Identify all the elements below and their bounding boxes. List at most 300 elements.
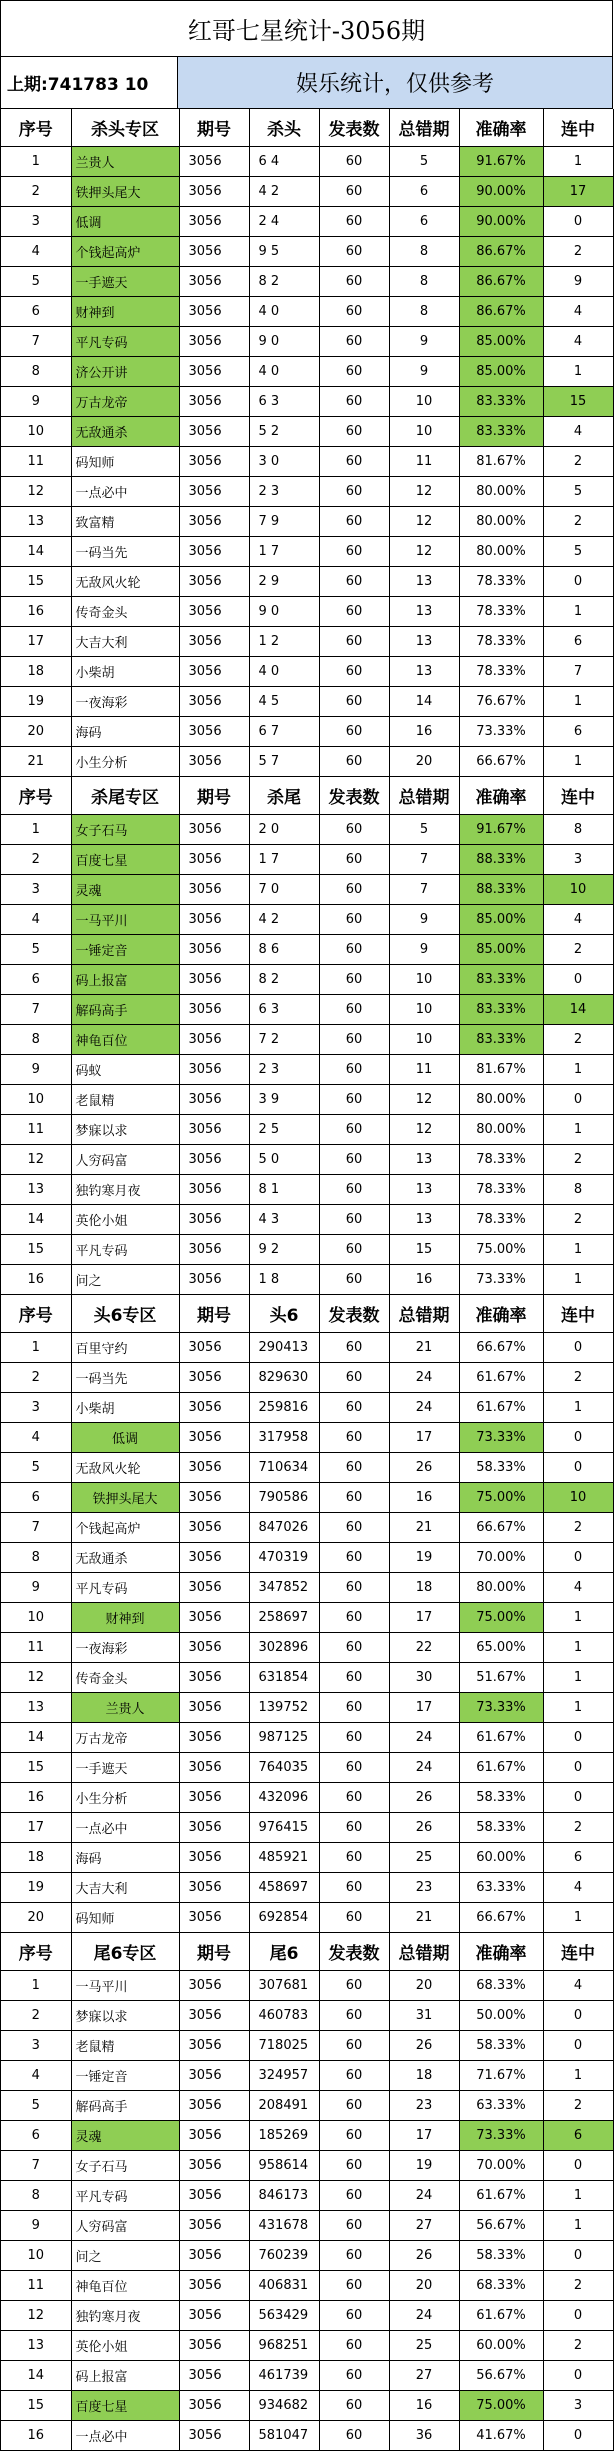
row-accuracy: 56.67% <box>459 2211 543 2241</box>
row-value: 9 0 <box>249 597 319 627</box>
row-accuracy: 63.33% <box>459 2091 543 2121</box>
row-posted: 60 <box>319 2241 389 2271</box>
header-streak: 连中 <box>543 109 613 147</box>
row-misses: 31 <box>389 2001 459 2031</box>
row-posted: 60 <box>319 537 389 567</box>
row-streak: 0 <box>543 1753 613 1783</box>
row-issue: 3056 <box>179 1363 249 1393</box>
row-accuracy: 50.00% <box>459 2001 543 2031</box>
header-value: 头6 <box>249 1295 319 1333</box>
row-posted: 60 <box>319 417 389 447</box>
row-accuracy: 75.00% <box>459 1483 543 1513</box>
row-name: 神龟百位 <box>71 2271 179 2301</box>
header-posted: 发表数 <box>319 777 389 815</box>
row-value: 317958 <box>249 1423 319 1453</box>
row-index: 3 <box>1 207 71 237</box>
row-index: 10 <box>1 2241 71 2271</box>
row-posted: 60 <box>319 1145 389 1175</box>
row-posted: 60 <box>319 2061 389 2091</box>
row-index: 13 <box>1 2331 71 2361</box>
row-accuracy: 83.33% <box>459 965 543 995</box>
row-name: 万古龙帝 <box>71 1723 179 1753</box>
row-value: 760239 <box>249 2241 319 2271</box>
row-streak: 0 <box>543 1333 613 1363</box>
row-streak: 1 <box>543 1393 613 1423</box>
table-row <box>1 1753 613 1783</box>
header-zone: 头6专区 <box>71 1295 179 1333</box>
row-issue: 3056 <box>179 387 249 417</box>
row-name: 无敌风火轮 <box>71 567 179 597</box>
row-streak: 1 <box>543 747 613 777</box>
row-accuracy: 83.33% <box>459 995 543 1025</box>
row-index: 1 <box>1 815 71 845</box>
row-streak: 1 <box>543 1055 613 1085</box>
section-header-row <box>1 1295 613 1333</box>
row-misses: 10 <box>389 995 459 1025</box>
row-value: 1 8 <box>249 1265 319 1295</box>
row-value: 3 9 <box>249 1085 319 1115</box>
row-issue: 3056 <box>179 597 249 627</box>
table-row <box>1 1873 613 1903</box>
row-issue: 3056 <box>179 657 249 687</box>
table-row <box>1 1483 613 1513</box>
header-posted: 发表数 <box>319 109 389 147</box>
header-zone: 杀尾专区 <box>71 777 179 815</box>
row-name: 个钱起高炉 <box>71 1513 179 1543</box>
table-row <box>1 717 613 747</box>
row-accuracy: 90.00% <box>459 177 543 207</box>
header-posted: 发表数 <box>319 1295 389 1333</box>
row-posted: 60 <box>319 2421 389 2451</box>
table-row <box>1 207 613 237</box>
row-posted: 60 <box>319 1085 389 1115</box>
table-row <box>1 1175 613 1205</box>
row-issue: 3056 <box>179 327 249 357</box>
row-accuracy: 66.67% <box>459 1513 543 1543</box>
table-row <box>1 627 613 657</box>
row-streak: 1 <box>543 147 613 177</box>
row-name: 兰贵人 <box>71 1693 179 1723</box>
table-row <box>1 1363 613 1393</box>
row-issue: 3056 <box>179 477 249 507</box>
row-value: 2 0 <box>249 815 319 845</box>
table-row <box>1 1573 613 1603</box>
row-issue: 3056 <box>179 815 249 845</box>
table-row <box>1 1813 613 1843</box>
row-value: 1 2 <box>249 627 319 657</box>
row-issue: 3056 <box>179 1483 249 1513</box>
row-issue: 3056 <box>179 297 249 327</box>
header-accuracy: 准确率 <box>459 1295 543 1333</box>
row-name: 一手遮天 <box>71 1753 179 1783</box>
row-posted: 60 <box>319 657 389 687</box>
row-name: 财神到 <box>71 297 179 327</box>
table-row <box>1 2361 613 2391</box>
row-streak: 8 <box>543 815 613 845</box>
row-misses: 12 <box>389 1115 459 1145</box>
row-name: 无敌通杀 <box>71 417 179 447</box>
row-value: 2 3 <box>249 477 319 507</box>
table-row <box>1 1663 613 1693</box>
row-misses: 8 <box>389 267 459 297</box>
row-accuracy: 56.67% <box>459 2361 543 2391</box>
header-posted: 发表数 <box>319 1933 389 1971</box>
row-posted: 60 <box>319 1513 389 1543</box>
table-row <box>1 1423 613 1453</box>
row-value: 8 2 <box>249 267 319 297</box>
row-posted: 60 <box>319 2391 389 2421</box>
row-misses: 16 <box>389 717 459 747</box>
row-index: 12 <box>1 1145 71 1175</box>
row-streak: 5 <box>543 477 613 507</box>
row-name: 灵魂 <box>71 875 179 905</box>
row-accuracy: 80.00% <box>459 1115 543 1145</box>
row-streak: 15 <box>543 387 613 417</box>
row-accuracy: 75.00% <box>459 1235 543 1265</box>
row-value: 259816 <box>249 1393 319 1423</box>
row-index: 10 <box>1 1603 71 1633</box>
table-row <box>1 1543 613 1573</box>
row-value: 692854 <box>249 1903 319 1933</box>
row-misses: 7 <box>389 845 459 875</box>
row-accuracy: 78.33% <box>459 1205 543 1235</box>
row-value: 1 7 <box>249 845 319 875</box>
row-streak: 10 <box>543 1483 613 1513</box>
row-accuracy: 73.33% <box>459 717 543 747</box>
row-name: 码上报富 <box>71 2361 179 2391</box>
row-streak: 1 <box>543 2181 613 2211</box>
row-accuracy: 86.67% <box>459 297 543 327</box>
row-issue: 3056 <box>179 1663 249 1693</box>
row-name: 济公开讲 <box>71 357 179 387</box>
row-issue: 3056 <box>179 1115 249 1145</box>
row-accuracy: 61.67% <box>459 2181 543 2211</box>
row-misses: 24 <box>389 1363 459 1393</box>
row-posted: 60 <box>319 2121 389 2151</box>
row-name: 解码高手 <box>71 995 179 1025</box>
row-index: 9 <box>1 2211 71 2241</box>
row-value: 987125 <box>249 1723 319 1753</box>
previous-draw: 上期:741783 10 <box>1 57 178 108</box>
row-accuracy: 85.00% <box>459 327 543 357</box>
row-streak: 0 <box>543 2241 613 2271</box>
row-name: 传奇金头 <box>71 1663 179 1693</box>
row-accuracy: 88.33% <box>459 845 543 875</box>
table-row <box>1 2241 613 2271</box>
row-posted: 60 <box>319 207 389 237</box>
row-posted: 60 <box>319 387 389 417</box>
row-issue: 3056 <box>179 1813 249 1843</box>
table-row <box>1 905 613 935</box>
row-misses: 10 <box>389 1025 459 1055</box>
row-streak: 17 <box>543 177 613 207</box>
row-streak: 0 <box>543 2151 613 2181</box>
row-misses: 27 <box>389 2211 459 2241</box>
row-name: 老鼠精 <box>71 1085 179 1115</box>
row-index: 15 <box>1 1753 71 1783</box>
row-streak: 2 <box>543 1813 613 1843</box>
row-misses: 24 <box>389 2301 459 2331</box>
row-streak: 9 <box>543 267 613 297</box>
row-issue: 3056 <box>179 357 249 387</box>
table-row <box>1 507 613 537</box>
header-issue: 期号 <box>179 1295 249 1333</box>
row-name: 平凡专码 <box>71 1235 179 1265</box>
header-zone: 尾6专区 <box>71 1933 179 1971</box>
table-row <box>1 1333 613 1363</box>
row-misses: 21 <box>389 1513 459 1543</box>
row-value: 9 5 <box>249 237 319 267</box>
row-issue: 3056 <box>179 537 249 567</box>
row-misses: 13 <box>389 567 459 597</box>
row-name: 万古龙帝 <box>71 387 179 417</box>
table-row <box>1 657 613 687</box>
row-misses: 26 <box>389 1813 459 1843</box>
row-misses: 9 <box>389 905 459 935</box>
row-posted: 60 <box>319 1115 389 1145</box>
header-streak: 连中 <box>543 777 613 815</box>
row-accuracy: 75.00% <box>459 2391 543 2421</box>
row-streak: 1 <box>543 2061 613 2091</box>
row-value: 458697 <box>249 1873 319 1903</box>
row-misses: 20 <box>389 2271 459 2301</box>
row-accuracy: 81.67% <box>459 447 543 477</box>
row-misses: 27 <box>389 2361 459 2391</box>
row-issue: 3056 <box>179 2181 249 2211</box>
row-value: 4 2 <box>249 905 319 935</box>
row-misses: 18 <box>389 1573 459 1603</box>
row-accuracy: 66.67% <box>459 1903 543 1933</box>
row-accuracy: 58.33% <box>459 1813 543 1843</box>
row-issue: 3056 <box>179 2211 249 2241</box>
row-index: 16 <box>1 2421 71 2451</box>
row-value: 8 1 <box>249 1175 319 1205</box>
table-row <box>1 1723 613 1753</box>
row-index: 13 <box>1 1175 71 1205</box>
table-row <box>1 935 613 965</box>
row-posted: 60 <box>319 1363 389 1393</box>
row-issue: 3056 <box>179 1025 249 1055</box>
row-posted: 60 <box>319 357 389 387</box>
row-index: 9 <box>1 387 71 417</box>
header-index: 序号 <box>1 777 71 815</box>
header-issue: 期号 <box>179 777 249 815</box>
row-posted: 60 <box>319 2331 389 2361</box>
row-index: 1 <box>1 1333 71 1363</box>
row-posted: 60 <box>319 2091 389 2121</box>
row-value: 4 0 <box>249 357 319 387</box>
row-name: 一点必中 <box>71 477 179 507</box>
row-value: 347852 <box>249 1573 319 1603</box>
row-accuracy: 80.00% <box>459 1573 543 1603</box>
row-index: 2 <box>1 177 71 207</box>
table-row <box>1 267 613 297</box>
table-row <box>1 1055 613 1085</box>
header-issue: 期号 <box>179 1933 249 1971</box>
row-name: 小柴胡 <box>71 657 179 687</box>
section-header-row <box>1 777 613 815</box>
row-index: 19 <box>1 687 71 717</box>
row-name: 码蚁 <box>71 1055 179 1085</box>
row-issue: 3056 <box>179 1903 249 1933</box>
table-row <box>1 1453 613 1483</box>
row-accuracy: 85.00% <box>459 935 543 965</box>
row-streak: 14 <box>543 995 613 1025</box>
row-posted: 60 <box>319 1333 389 1363</box>
row-misses: 26 <box>389 2241 459 2271</box>
row-accuracy: 80.00% <box>459 1085 543 1115</box>
row-issue: 3056 <box>179 1423 249 1453</box>
row-misses: 21 <box>389 1903 459 1933</box>
row-name: 百度七星 <box>71 2391 179 2421</box>
row-issue: 3056 <box>179 1573 249 1603</box>
row-index: 6 <box>1 965 71 995</box>
row-issue: 3056 <box>179 2271 249 2301</box>
row-value: 6 3 <box>249 387 319 417</box>
row-misses: 17 <box>389 1603 459 1633</box>
row-name: 平凡专码 <box>71 327 179 357</box>
row-accuracy: 78.33% <box>459 657 543 687</box>
row-misses: 13 <box>389 1175 459 1205</box>
row-name: 铁押头尾大 <box>71 1483 179 1513</box>
row-issue: 3056 <box>179 2031 249 2061</box>
row-value: 581047 <box>249 2421 319 2451</box>
table-row <box>1 2061 613 2091</box>
row-value: 461739 <box>249 2361 319 2391</box>
row-misses: 26 <box>389 1783 459 1813</box>
row-index: 3 <box>1 2031 71 2061</box>
table-row <box>1 875 613 905</box>
row-accuracy: 80.00% <box>459 537 543 567</box>
row-posted: 60 <box>319 297 389 327</box>
row-accuracy: 75.00% <box>459 1603 543 1633</box>
row-posted: 60 <box>319 1663 389 1693</box>
row-issue: 3056 <box>179 1205 249 1235</box>
table-row <box>1 2031 613 2061</box>
row-name: 问之 <box>71 2241 179 2271</box>
table-row <box>1 597 613 627</box>
table-row <box>1 537 613 567</box>
row-index: 16 <box>1 1783 71 1813</box>
row-misses: 13 <box>389 597 459 627</box>
row-name: 独钓寒月夜 <box>71 2301 179 2331</box>
row-issue: 3056 <box>179 1145 249 1175</box>
table-row <box>1 995 613 1025</box>
row-name: 海码 <box>71 1843 179 1873</box>
row-value: 6 4 <box>249 147 319 177</box>
row-value: 307681 <box>249 1971 319 2001</box>
row-streak: 1 <box>543 1265 613 1295</box>
row-name: 小柴胡 <box>71 1393 179 1423</box>
row-value: 4 5 <box>249 687 319 717</box>
row-misses: 10 <box>389 387 459 417</box>
row-misses: 17 <box>389 1693 459 1723</box>
row-index: 13 <box>1 507 71 537</box>
row-name: 低调 <box>71 207 179 237</box>
row-name: 码上报富 <box>71 965 179 995</box>
row-index: 2 <box>1 845 71 875</box>
row-streak: 0 <box>543 2421 613 2451</box>
table-row <box>1 2001 613 2031</box>
row-issue: 3056 <box>179 965 249 995</box>
row-streak: 1 <box>543 1603 613 1633</box>
row-accuracy: 60.00% <box>459 2331 543 2361</box>
row-name: 梦寐以求 <box>71 2001 179 2031</box>
row-issue: 3056 <box>179 875 249 905</box>
row-accuracy: 90.00% <box>459 207 543 237</box>
row-streak: 2 <box>543 2091 613 2121</box>
row-accuracy: 78.33% <box>459 1145 543 1175</box>
row-index: 15 <box>1 2391 71 2421</box>
row-posted: 60 <box>319 2211 389 2241</box>
row-streak: 4 <box>543 1971 613 2001</box>
row-posted: 60 <box>319 1393 389 1423</box>
row-issue: 3056 <box>179 1873 249 1903</box>
row-misses: 12 <box>389 537 459 567</box>
row-posted: 60 <box>319 627 389 657</box>
header-misses: 总错期 <box>389 1933 459 1971</box>
row-name: 老鼠精 <box>71 2031 179 2061</box>
row-name: 大吉大利 <box>71 627 179 657</box>
row-posted: 60 <box>319 1783 389 1813</box>
row-accuracy: 58.33% <box>459 2241 543 2271</box>
row-name: 灵魂 <box>71 2121 179 2151</box>
row-issue: 3056 <box>179 1055 249 1085</box>
table-row <box>1 2091 613 2121</box>
row-posted: 60 <box>319 507 389 537</box>
row-streak: 1 <box>543 1663 613 1693</box>
row-streak: 2 <box>543 507 613 537</box>
row-accuracy: 61.67% <box>459 1753 543 1783</box>
row-posted: 60 <box>319 2151 389 2181</box>
row-issue: 3056 <box>179 1971 249 2001</box>
row-index: 8 <box>1 357 71 387</box>
row-misses: 25 <box>389 2331 459 2361</box>
row-index: 13 <box>1 1693 71 1723</box>
header-accuracy: 准确率 <box>459 109 543 147</box>
row-accuracy: 58.33% <box>459 2031 543 2061</box>
row-issue: 3056 <box>179 1633 249 1663</box>
row-issue: 3056 <box>179 1235 249 1265</box>
row-misses: 15 <box>389 1235 459 1265</box>
header-accuracy: 准确率 <box>459 1933 543 1971</box>
row-accuracy: 83.33% <box>459 417 543 447</box>
table-row <box>1 2151 613 2181</box>
row-issue: 3056 <box>179 1723 249 1753</box>
row-value: 710634 <box>249 1453 319 1483</box>
row-posted: 60 <box>319 1235 389 1265</box>
row-value: 5 0 <box>249 1145 319 1175</box>
table-row <box>1 447 613 477</box>
row-streak: 6 <box>543 1843 613 1873</box>
row-issue: 3056 <box>179 747 249 777</box>
row-posted: 60 <box>319 1693 389 1723</box>
table-row <box>1 815 613 845</box>
row-accuracy: 83.33% <box>459 1025 543 1055</box>
row-posted: 60 <box>319 747 389 777</box>
row-misses: 20 <box>389 747 459 777</box>
row-streak: 2 <box>543 1025 613 1055</box>
row-issue: 3056 <box>179 1603 249 1633</box>
row-value: 460783 <box>249 2001 319 2031</box>
row-index: 2 <box>1 1363 71 1393</box>
row-misses: 24 <box>389 1393 459 1423</box>
row-name: 女子石马 <box>71 2151 179 2181</box>
row-name: 独钓寒月夜 <box>71 1175 179 1205</box>
row-misses: 11 <box>389 1055 459 1085</box>
row-misses: 14 <box>389 687 459 717</box>
table-row <box>1 2181 613 2211</box>
